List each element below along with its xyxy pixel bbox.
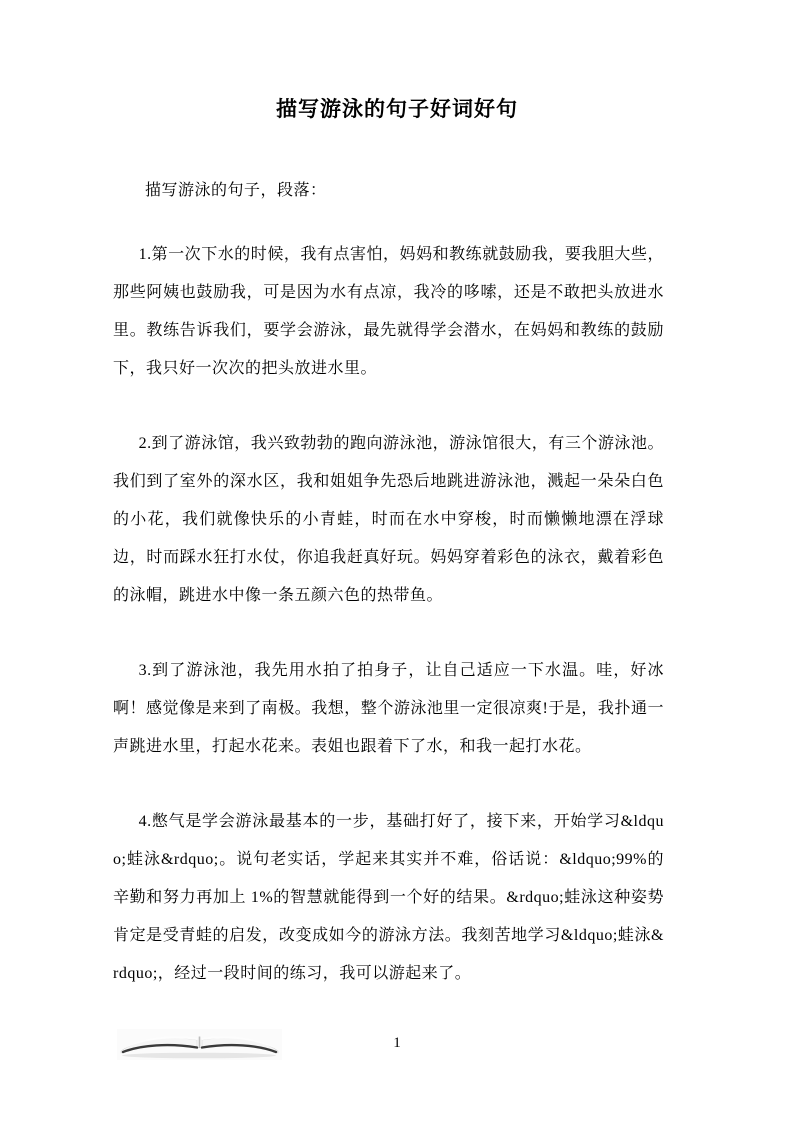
- paragraph-1: 1.第一次下水的时候，我有点害怕，妈妈和教练就鼓励我，要我胆大些，那些阿姨也鼓励我，可是因为水有点凉，我冷的哆嗦，还是不敢把头放进水里。教练告诉我们，要学会游泳，最先就得学会潜水，在妈妈和教练的鼓励下，我只好一次次的把头放进水里。: [113, 246, 664, 377]
- paragraph-2: 2.到了游泳馆，我兴致勃勃的跑向游泳池，游泳馆很大，有三个游泳池。我们到了室外的深水区，我和姐姐争先恐后地跳进游泳池，溅起一朵朵白色的小花，我们就像快乐的小青蛙，时而在水中穿梭，时而懒懒地漂在浮球边，时而踩水狂打水仗，你追我赶真好玩。妈妈穿着彩色的泳衣，戴着彩色的泳帽，跳进水中像一条五颜六色的热带鱼。: [113, 435, 664, 604]
- intro-paragraph: 描写游泳的句子，段落：: [145, 182, 327, 199]
- document-title: 描写游泳的句子好词好句: [276, 97, 518, 121]
- document-body: [113, 172, 664, 993]
- page-number: 1: [393, 1035, 401, 1051]
- paragraph-3: 3.到了游泳池，我先用水拍了拍身子，让自己适应一下水温。哇，好冰啊！感觉像是来到了南极。我想，整个游泳池里一定很凉爽!于是，我扑通一声跳进水里，打起水花来。表姐也跟着下了水，和我一起打水花。: [113, 662, 664, 755]
- paragraph-4: 4.憋气是学会游泳最基本的一步，基础打好了，接下来，开始学习&ldquo;蛙泳&rdquo;。说句老实话，学起来其实并不难，俗话说：&ldquo;99%的辛勤和努力再加上 1%的智慧就能得到一个好的结果。&rdquo;蛙泳这种姿势肯定是受青蛙的启发，改变成如今的游泳方法。我刻苦地学习&ldquo;蛙泳&rdquo;，经过一段时间的练习，我可以游起来了。: [113, 813, 664, 982]
